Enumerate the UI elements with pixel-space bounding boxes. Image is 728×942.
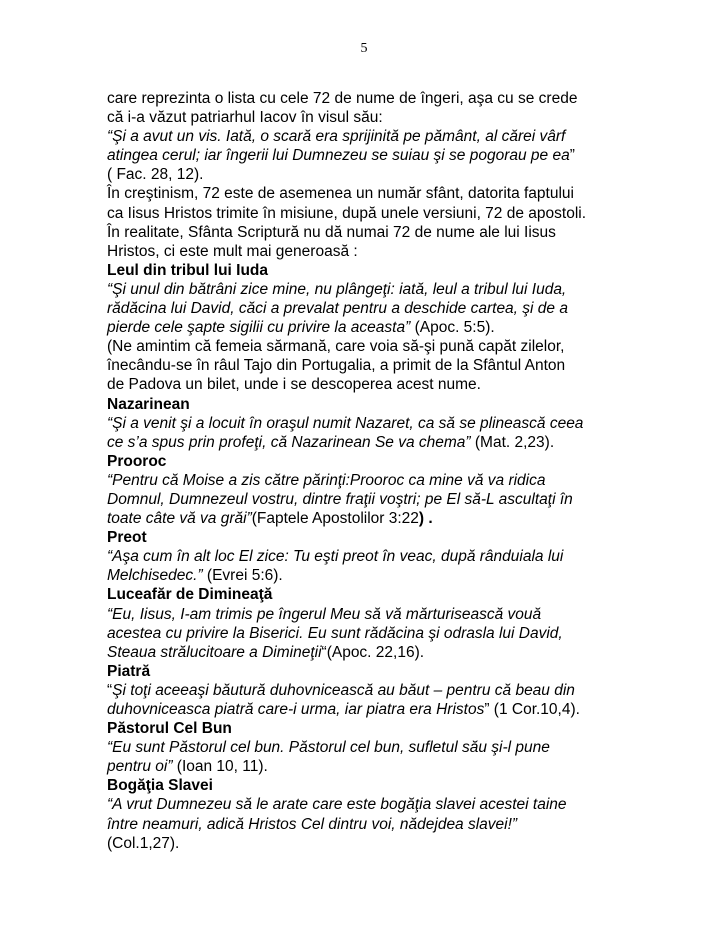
text-line — [107, 261, 667, 280]
quote-text: “Eu sunt Păstorul cel bun. Păstorul cel bun, sufletul său şi-l pune — [107, 739, 550, 757]
quote-text: “Pentru că Moise a zis către părinţi:Prooroc ca mine vă va ridica — [107, 471, 546, 489]
quote-text: pentru oi” — [107, 758, 173, 776]
text-line — [107, 89, 667, 108]
text-line — [107, 700, 667, 719]
text-line — [107, 299, 667, 318]
text-line — [107, 681, 667, 700]
body-text: că i-a văzut patriarhul Iacov în visul său: — [107, 109, 383, 127]
quote-text: între neamuri, adică Hristos Cel dintru voi, nădejdea slavei!” — [107, 815, 518, 833]
quote-text: toate câte vă va grăi” — [107, 510, 252, 528]
text-line — [107, 471, 667, 490]
text-line — [107, 738, 667, 757]
section-heading: Luceafăr de Dimineaţă — [107, 586, 273, 604]
quote-text: ce s’a spus prin profeţi, că Nazarinean Se va chema” — [107, 433, 471, 451]
text-line — [107, 414, 667, 433]
text-line — [107, 509, 667, 528]
section-heading: Piatră — [107, 662, 151, 680]
body-text: În realitate, Sfânta Scriptură nu dă numai 72 de nume ale lui Iisus — [107, 223, 556, 241]
body-text: ” — [569, 147, 575, 165]
body-text: “ — [107, 681, 113, 699]
page-body — [107, 89, 667, 853]
quote-text: pierde cele şapte sigilii cu privire la aceasta” — [107, 319, 411, 337]
body-text: înecându-se în râul Tajo din Portugalia, a primit de la Sfântul Anton — [107, 357, 566, 375]
body-text: Hristos, ci este mult mai generoasă : — [107, 242, 358, 260]
quote-text: duhovniceasca piatră care-i urma, iar piatra era Hristos — [107, 701, 485, 718]
body-text: de Padova un bilet, unde i se descoperea acest nume. — [107, 376, 481, 394]
section-heading: Nazarinean — [107, 395, 190, 413]
page-number: 5 — [360, 41, 368, 56]
text-line — [107, 223, 667, 242]
text-line — [107, 528, 667, 547]
quote-text: “Şi a venit şi a locuit în oraşul numit Nazaret, ca să se plinească ceea — [107, 414, 584, 432]
body-text: (Col.1,27). — [107, 834, 180, 852]
text-line — [107, 757, 667, 776]
text-line — [107, 127, 667, 146]
text-line — [107, 585, 667, 604]
section-heading: Preot — [107, 529, 147, 547]
quote-text: rădăcina lui David, căci a prevalat pentru a deschide cartea, şi de a — [107, 300, 568, 318]
quote-text: “Şi a avut un vis. Iată, o scară era sprijinită pe pământ, al cărei vârf — [107, 128, 566, 146]
section-heading: ) . — [418, 510, 433, 528]
quote-text: “Şi unul din bătrâni zice mine, nu plângeţi: iată, leul a tribul lui Iuda, — [107, 280, 567, 298]
body-text: (Ioan 10, 11). — [172, 758, 268, 776]
quote-text: Melchisedec.” — [107, 567, 203, 585]
text-line — [107, 242, 667, 261]
text-line — [107, 662, 667, 681]
text-line — [107, 834, 667, 853]
text-line — [107, 490, 667, 509]
section-heading: Prooroc — [107, 452, 167, 470]
text-line — [107, 204, 667, 223]
text-line — [107, 395, 667, 414]
quote-text: acestea cu privire la Biserici. Eu sunt rădăcina şi odrasla lui David, — [107, 624, 563, 642]
text-line — [107, 795, 667, 814]
text-line — [107, 375, 667, 394]
text-line — [107, 433, 667, 452]
quote-text: Domnul, Dumnezeul vostru, dintre fraţii voştri; pe El să-L ascultaţi în — [107, 490, 573, 508]
text-line — [107, 108, 667, 127]
text-line — [107, 280, 667, 299]
section-heading: Păstorul Cel Bun — [107, 720, 232, 738]
body-text: (Apoc. 5:5). — [410, 319, 495, 337]
text-line — [107, 566, 667, 585]
body-text: ( Fac. 28, 12). — [107, 166, 204, 184]
section-heading: Bogăţia Slavei — [107, 777, 213, 795]
text-line — [107, 815, 667, 834]
body-text: În creştinism, 72 este de asemenea un număr sfânt, datorita faptului — [107, 185, 574, 203]
quote-text: Steaua strălucitoare a Dimineţii — [107, 643, 322, 661]
quote-text: “Aşa cum în alt loc El zice: Tu eşti preot în veac, după rânduiala lui — [107, 548, 564, 566]
text-line — [107, 643, 667, 662]
body-text: ” (1 Cor.10,4). — [484, 701, 580, 718]
text-line — [107, 605, 667, 624]
body-text: care reprezinta o lista cu cele 72 de nume de îngeri, aşa cu se crede — [107, 90, 578, 107]
text-line — [107, 356, 667, 375]
body-text: ca Iisus Hristos trimite în misiune, după unele versiuni, 72 de apostoli. — [107, 204, 587, 222]
text-line — [107, 776, 667, 795]
text-line — [107, 624, 667, 643]
text-line — [107, 719, 667, 738]
quote-text: “A vrut Dumnezeu să le arate care este bogăţia slavei acestei taine — [107, 796, 567, 814]
body-text: “(Apoc. 22,16). — [321, 643, 425, 661]
quote-text: atingea cerul; iar îngerii lui Dumnezeu se suiau şi se pogorau pe ea — [107, 147, 570, 165]
text-line — [107, 337, 667, 356]
text-line — [107, 547, 667, 566]
quote-text: Şi toţi aceeaşi băutură duhovnicească au băut – pentru că beau din — [112, 681, 575, 699]
body-text: (Ne amintim că femeia sărmană, care voia să-şi pună capăt zilelor, — [107, 338, 565, 356]
quote-text: “Eu, Iisus, I-am trimis pe îngerul Meu să vă mărturisească vouă — [107, 605, 542, 623]
text-line — [107, 318, 667, 337]
text-line — [107, 184, 667, 203]
section-heading: Leul din tribul lui Iuda — [107, 261, 269, 279]
text-line — [107, 165, 667, 184]
body-text: (Faptele Apostolilor 3:22 — [251, 510, 419, 528]
text-line — [107, 452, 667, 471]
body-text: (Mat. 2,23). — [470, 433, 555, 451]
body-text: (Evrei 5:6). — [202, 567, 283, 585]
text-line — [107, 146, 667, 165]
